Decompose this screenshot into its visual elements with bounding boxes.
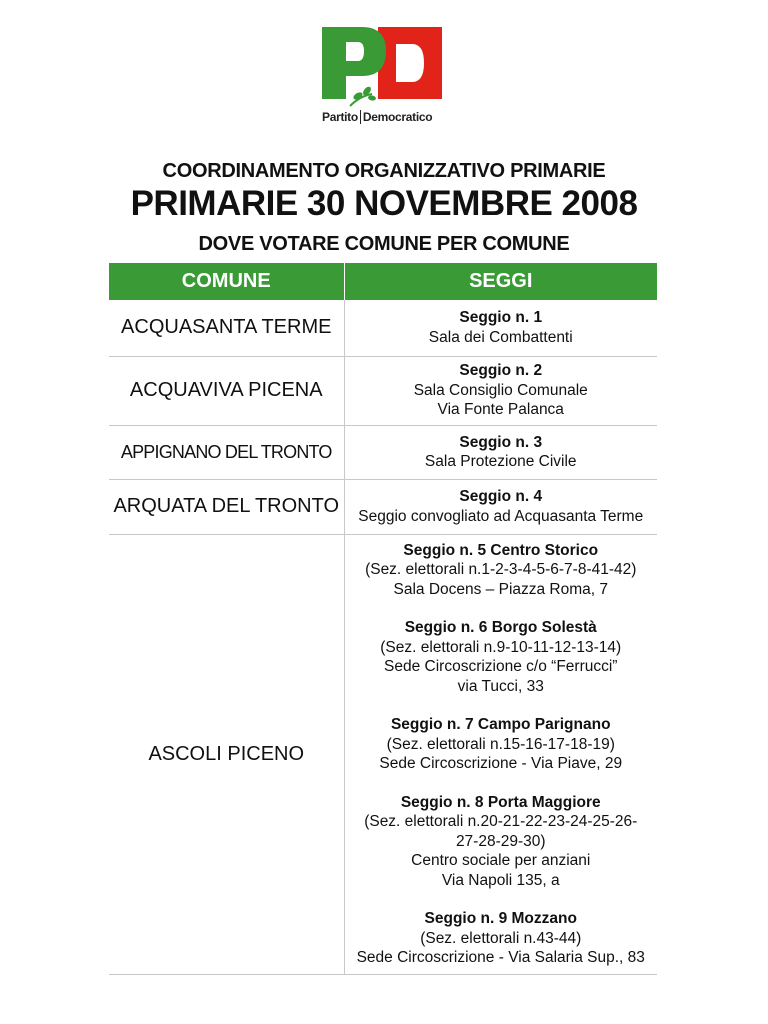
seggio-line: Sala dei Combattenti [428, 328, 573, 346]
seggio-line: (Sez. elettorali n.1-2-3-4-5-6-7-8-41-42) [365, 561, 637, 578]
seggio-line: (Sez. elettorali n.9-10-11-12-13-14) [380, 638, 622, 656]
seggi-cell [344, 300, 657, 356]
seggio-line: (Sez. elettorali n.20-21-22-23-24-25-26- [364, 813, 638, 830]
page-subtitle: DOVE VOTARE COMUNE PER COMUNE [198, 233, 570, 255]
seggio-line: Via Napoli 135, a [441, 871, 560, 889]
seggio-line: via Tucci, 33 [457, 677, 544, 695]
seggio-line: Sede Circoscrizione c/o “Ferrucci” [384, 658, 618, 675]
seggio-title: Seggio n. 7 Campo Parignano [390, 716, 611, 733]
logo-p-counter [346, 42, 364, 61]
spacer [345, 599, 658, 618]
logo-wordmark [320, 110, 450, 124]
seggio-line: Via Fonte Palanca [437, 401, 564, 419]
seggi-cell [344, 425, 657, 479]
olive-leaf-icon [368, 95, 377, 101]
seggio-title: Seggio n. 2 [459, 362, 543, 380]
seggio-line: Sala Consiglio Comunale [413, 381, 588, 399]
seggio-line: Sala Protezione Civile [424, 453, 577, 470]
comune-cell: ACQUAVIVA PICENA [109, 356, 344, 425]
table-row [109, 300, 657, 356]
pd-logo-mark [320, 24, 448, 108]
spacer [345, 696, 658, 715]
seggio-line: (Sez. elettorali n.43-44) [420, 929, 582, 947]
seggio-line: Seggio convogliato ad Acquasanta Terme [358, 507, 644, 525]
seggi-cell [344, 356, 657, 425]
seggio-title: Seggio n. 6 Borgo Solestà [404, 619, 597, 636]
seggio-line: Centro sociale per anziani [411, 852, 591, 869]
pd-logo [320, 24, 448, 128]
spacer [345, 774, 658, 793]
seggio-line: (Sez. elettorali n.15-16-17-18-19) [386, 735, 615, 753]
header-coordinamento: COORDINAMENTO ORGANIZZATIVO PRIMARIE [162, 160, 606, 182]
seggio-line: 27-28-29-30) [455, 832, 546, 850]
logo-text-democratico: Democratico [360, 110, 432, 124]
seggio-title: Seggio n. 8 Porta Maggiore [400, 793, 601, 811]
spacer [345, 890, 658, 909]
logo-text-partito: Partito [322, 110, 358, 124]
seggio-line: Sala Docens – Piazza Roma, 7 [393, 580, 609, 598]
logo-d-counter [396, 44, 424, 82]
seggi-cell [344, 534, 657, 974]
seggi-cell [344, 479, 657, 534]
page-title: PRIMARIE 30 NOVEMBRE 2008 [130, 184, 638, 223]
seggio-title: Seggio n. 3 [459, 433, 543, 451]
table-row [109, 356, 657, 425]
seggio-title: Seggio n. 5 Centro Storico [403, 541, 599, 559]
seggio-title: Seggio n. 4 [459, 488, 543, 505]
seggio-title: Seggio n. 1 [459, 309, 543, 327]
comune-cell: ARQUATA DEL TRONTO [109, 479, 344, 534]
table-row [109, 425, 657, 479]
seggio-line: Sede Circoscrizione - Via Piave, 29 [379, 755, 623, 772]
table-header-row [109, 263, 657, 300]
logo-p-shape [322, 27, 386, 99]
seggio-title: Seggio n. 9 Mozzano [424, 910, 577, 927]
seggio-line: Sede Circoscrizione - Via Salaria Sup., 83 [356, 949, 645, 966]
polling-stations-table [109, 263, 657, 975]
column-header-seggi: SEGGI [344, 263, 657, 300]
column-header-comune: COMUNE [109, 263, 344, 300]
comune-cell: APPIGNANO DEL TRONTO [109, 425, 344, 479]
comune-cell: ASCOLI PICENO [109, 534, 344, 974]
table-row [109, 534, 657, 974]
table-row [109, 479, 657, 534]
comune-cell: ACQUASANTA TERME [109, 300, 344, 356]
